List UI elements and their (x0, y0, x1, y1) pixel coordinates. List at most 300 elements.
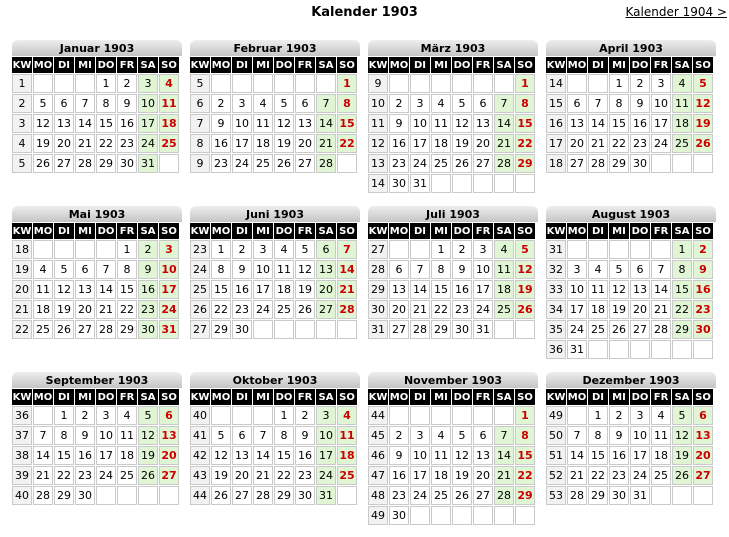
sunday-cell[interactable]: 18 (159, 114, 179, 133)
sunday-cell[interactable]: 21 (337, 280, 357, 299)
day-cell[interactable]: 5 (452, 94, 472, 113)
day-cell[interactable]: 2 (630, 74, 650, 93)
day-cell[interactable]: 12 (274, 114, 294, 133)
day-cell[interactable]: 21 (75, 134, 95, 153)
day-cell[interactable]: 2 (452, 240, 472, 259)
day-cell[interactable]: 30 (75, 486, 95, 505)
day-cell[interactable]: 11 (274, 260, 294, 279)
day-cell[interactable]: 12 (33, 114, 53, 133)
day-cell[interactable]: 20 (75, 300, 95, 319)
day-cell[interactable]: 26 (274, 154, 294, 173)
day-cell[interactable]: 27 (75, 320, 95, 339)
saturday-cell[interactable]: 15 (672, 280, 692, 299)
saturday-cell[interactable]: 7 (494, 426, 514, 445)
sunday-cell[interactable]: 22 (337, 134, 357, 153)
saturday-cell[interactable]: 11 (672, 94, 692, 113)
day-cell[interactable]: 5 (452, 426, 472, 445)
day-cell[interactable]: 18 (651, 446, 671, 465)
day-cell[interactable]: 7 (588, 94, 608, 113)
day-cell[interactable]: 1 (609, 74, 629, 93)
saturday-cell[interactable]: 3 (138, 74, 158, 93)
day-cell[interactable]: 16 (389, 134, 409, 153)
day-cell[interactable]: 18 (431, 466, 451, 485)
day-cell[interactable]: 17 (410, 134, 430, 153)
day-cell[interactable]: 29 (431, 320, 451, 339)
sunday-cell[interactable]: 2 (693, 240, 713, 259)
day-cell[interactable]: 2 (295, 406, 315, 425)
day-cell[interactable]: 11 (431, 114, 451, 133)
day-cell[interactable]: 2 (211, 94, 231, 113)
day-cell[interactable]: 6 (232, 426, 252, 445)
sunday-cell[interactable]: 12 (515, 260, 535, 279)
day-cell[interactable]: 2 (232, 240, 252, 259)
day-cell[interactable]: 27 (630, 320, 650, 339)
sunday-cell[interactable]: 13 (159, 426, 179, 445)
day-cell[interactable]: 4 (431, 94, 451, 113)
day-cell[interactable]: 7 (567, 426, 587, 445)
sunday-cell[interactable]: 5 (693, 74, 713, 93)
sunday-cell[interactable]: 31 (159, 320, 179, 339)
saturday-cell[interactable]: 24 (316, 466, 336, 485)
day-cell[interactable]: 9 (232, 260, 252, 279)
day-cell[interactable]: 3 (410, 94, 430, 113)
day-cell[interactable]: 18 (117, 446, 137, 465)
saturday-cell[interactable]: 6 (316, 240, 336, 259)
sunday-cell[interactable]: 4 (337, 406, 357, 425)
saturday-cell[interactable]: 19 (138, 446, 158, 465)
day-cell[interactable]: 24 (253, 300, 273, 319)
sunday-cell[interactable]: 30 (693, 320, 713, 339)
day-cell[interactable]: 17 (630, 446, 650, 465)
day-cell[interactable]: 13 (389, 280, 409, 299)
day-cell[interactable]: 2 (389, 426, 409, 445)
saturday-cell[interactable]: 5 (138, 406, 158, 425)
day-cell[interactable]: 10 (253, 260, 273, 279)
day-cell[interactable]: 30 (295, 486, 315, 505)
day-cell[interactable]: 22 (588, 466, 608, 485)
day-cell[interactable]: 6 (295, 94, 315, 113)
day-cell[interactable]: 9 (295, 426, 315, 445)
day-cell[interactable]: 30 (452, 320, 472, 339)
day-cell[interactable]: 5 (609, 260, 629, 279)
day-cell[interactable]: 10 (232, 114, 252, 133)
saturday-cell[interactable]: 21 (316, 134, 336, 153)
day-cell[interactable]: 19 (452, 466, 472, 485)
saturday-cell[interactable]: 20 (316, 280, 336, 299)
day-cell[interactable]: 29 (96, 154, 116, 173)
day-cell[interactable]: 12 (211, 446, 231, 465)
day-cell[interactable]: 26 (609, 320, 629, 339)
day-cell[interactable]: 7 (33, 426, 53, 445)
day-cell[interactable]: 27 (232, 486, 252, 505)
saturday-cell[interactable]: 7 (316, 94, 336, 113)
sunday-cell[interactable]: 11 (159, 94, 179, 113)
day-cell[interactable]: 18 (274, 280, 294, 299)
saturday-cell[interactable]: 17 (138, 114, 158, 133)
day-cell[interactable]: 30 (389, 174, 409, 193)
saturday-cell[interactable]: 25 (494, 300, 514, 319)
day-cell[interactable]: 20 (295, 134, 315, 153)
day-cell[interactable]: 3 (253, 240, 273, 259)
day-cell[interactable]: 23 (630, 134, 650, 153)
day-cell[interactable]: 31 (410, 174, 430, 193)
day-cell[interactable]: 17 (567, 300, 587, 319)
day-cell[interactable]: 12 (452, 114, 472, 133)
day-cell[interactable]: 8 (431, 260, 451, 279)
day-cell[interactable]: 5 (33, 94, 53, 113)
saturday-cell[interactable]: 10 (138, 94, 158, 113)
day-cell[interactable]: 28 (75, 154, 95, 173)
day-cell[interactable]: 24 (232, 154, 252, 173)
sunday-cell[interactable]: 15 (337, 114, 357, 133)
saturday-cell[interactable]: 25 (672, 134, 692, 153)
day-cell[interactable]: 30 (389, 506, 409, 525)
day-cell[interactable]: 26 (452, 154, 472, 173)
day-cell[interactable]: 15 (609, 114, 629, 133)
day-cell[interactable]: 24 (410, 486, 430, 505)
day-cell[interactable]: 15 (54, 446, 74, 465)
day-cell[interactable]: 23 (75, 466, 95, 485)
saturday-cell[interactable]: 10 (316, 426, 336, 445)
day-cell[interactable]: 3 (410, 426, 430, 445)
day-cell[interactable]: 1 (274, 406, 294, 425)
saturday-cell[interactable]: 1 (672, 240, 692, 259)
day-cell[interactable]: 21 (567, 466, 587, 485)
day-cell[interactable]: 21 (33, 466, 53, 485)
saturday-cell[interactable]: 2 (138, 240, 158, 259)
sunday-cell[interactable]: 13 (693, 426, 713, 445)
day-cell[interactable]: 13 (295, 114, 315, 133)
day-cell[interactable]: 17 (410, 466, 430, 485)
day-cell[interactable]: 28 (253, 486, 273, 505)
day-cell[interactable]: 22 (431, 300, 451, 319)
saturday-cell[interactable]: 31 (138, 154, 158, 173)
day-cell[interactable]: 16 (211, 134, 231, 153)
day-cell[interactable]: 16 (117, 114, 137, 133)
sunday-cell[interactable]: 4 (159, 74, 179, 93)
day-cell[interactable]: 20 (630, 300, 650, 319)
saturday-cell[interactable]: 14 (494, 446, 514, 465)
sunday-cell[interactable]: 11 (337, 426, 357, 445)
sunday-cell[interactable]: 1 (515, 406, 535, 425)
saturday-cell[interactable]: 28 (494, 154, 514, 173)
day-cell[interactable]: 7 (410, 260, 430, 279)
day-cell[interactable]: 25 (651, 466, 671, 485)
day-cell[interactable]: 25 (431, 486, 451, 505)
day-cell[interactable]: 13 (473, 114, 493, 133)
day-cell[interactable]: 15 (431, 280, 451, 299)
day-cell[interactable]: 23 (389, 154, 409, 173)
day-cell[interactable]: 11 (588, 280, 608, 299)
day-cell[interactable]: 5 (211, 426, 231, 445)
day-cell[interactable]: 16 (232, 280, 252, 299)
day-cell[interactable]: 28 (651, 320, 671, 339)
day-cell[interactable]: 28 (96, 320, 116, 339)
day-cell[interactable]: 11 (253, 114, 273, 133)
saturday-cell[interactable]: 19 (672, 446, 692, 465)
saturday-cell[interactable]: 17 (316, 446, 336, 465)
day-cell[interactable]: 19 (274, 134, 294, 153)
day-cell[interactable]: 26 (295, 300, 315, 319)
day-cell[interactable]: 14 (651, 280, 671, 299)
sunday-cell[interactable]: 18 (337, 446, 357, 465)
day-cell[interactable]: 26 (211, 486, 231, 505)
saturday-cell[interactable]: 3 (316, 406, 336, 425)
day-cell[interactable]: 12 (609, 280, 629, 299)
saturday-cell[interactable]: 18 (494, 280, 514, 299)
day-cell[interactable]: 13 (75, 280, 95, 299)
day-cell[interactable]: 7 (75, 94, 95, 113)
day-cell[interactable]: 19 (609, 300, 629, 319)
day-cell[interactable]: 9 (452, 260, 472, 279)
day-cell[interactable]: 3 (232, 94, 252, 113)
day-cell[interactable]: 23 (117, 134, 137, 153)
day-cell[interactable]: 16 (75, 446, 95, 465)
sunday-cell[interactable]: 23 (693, 300, 713, 319)
day-cell[interactable]: 10 (473, 260, 493, 279)
sunday-cell[interactable]: 6 (693, 406, 713, 425)
day-cell[interactable]: 14 (33, 446, 53, 465)
day-cell[interactable]: 1 (117, 240, 137, 259)
day-cell[interactable]: 20 (473, 134, 493, 153)
sunday-cell[interactable]: 8 (337, 94, 357, 113)
day-cell[interactable]: 22 (96, 134, 116, 153)
day-cell[interactable]: 3 (473, 240, 493, 259)
day-cell[interactable]: 17 (651, 114, 671, 133)
day-cell[interactable]: 30 (609, 486, 629, 505)
day-cell[interactable]: 14 (567, 446, 587, 465)
day-cell[interactable]: 24 (630, 466, 650, 485)
day-cell[interactable]: 14 (588, 114, 608, 133)
day-cell[interactable]: 19 (54, 300, 74, 319)
saturday-cell[interactable]: 26 (138, 466, 158, 485)
day-cell[interactable]: 25 (253, 154, 273, 173)
day-cell[interactable]: 15 (96, 114, 116, 133)
day-cell[interactable]: 13 (567, 114, 587, 133)
sunday-cell[interactable]: 26 (693, 134, 713, 153)
day-cell[interactable]: 13 (630, 280, 650, 299)
saturday-cell[interactable]: 14 (494, 114, 514, 133)
day-cell[interactable]: 27 (295, 154, 315, 173)
day-cell[interactable]: 10 (567, 280, 587, 299)
day-cell[interactable]: 23 (211, 154, 231, 173)
day-cell[interactable]: 13 (54, 114, 74, 133)
sunday-cell[interactable]: 6 (159, 406, 179, 425)
day-cell[interactable]: 19 (295, 280, 315, 299)
day-cell[interactable]: 12 (295, 260, 315, 279)
day-cell[interactable]: 25 (431, 154, 451, 173)
day-cell[interactable]: 11 (117, 426, 137, 445)
day-cell[interactable]: 18 (33, 300, 53, 319)
day-cell[interactable]: 9 (389, 446, 409, 465)
day-cell[interactable]: 29 (117, 320, 137, 339)
saturday-cell[interactable]: 28 (494, 486, 514, 505)
saturday-cell[interactable]: 7 (494, 94, 514, 113)
day-cell[interactable]: 8 (609, 94, 629, 113)
day-cell[interactable]: 20 (232, 466, 252, 485)
day-cell[interactable]: 5 (54, 260, 74, 279)
day-cell[interactable]: 24 (410, 154, 430, 173)
day-cell[interactable]: 30 (232, 320, 252, 339)
day-cell[interactable]: 17 (232, 134, 252, 153)
day-cell[interactable]: 3 (651, 74, 671, 93)
day-cell[interactable]: 2 (389, 94, 409, 113)
day-cell[interactable]: 14 (253, 446, 273, 465)
day-cell[interactable]: 11 (33, 280, 53, 299)
day-cell[interactable]: 14 (75, 114, 95, 133)
day-cell[interactable]: 24 (473, 300, 493, 319)
day-cell[interactable]: 19 (33, 134, 53, 153)
saturday-cell[interactable]: 12 (672, 426, 692, 445)
next-year-link[interactable]: Kalender 1904 > (625, 5, 727, 19)
day-cell[interactable]: 9 (389, 114, 409, 133)
sunday-cell[interactable]: 29 (515, 154, 535, 173)
day-cell[interactable]: 3 (630, 406, 650, 425)
day-cell[interactable]: 22 (54, 466, 74, 485)
day-cell[interactable]: 14 (96, 280, 116, 299)
sunday-cell[interactable]: 1 (515, 74, 535, 93)
day-cell[interactable]: 5 (295, 240, 315, 259)
sunday-cell[interactable]: 27 (159, 466, 179, 485)
day-cell[interactable]: 9 (75, 426, 95, 445)
saturday-cell[interactable]: 21 (494, 134, 514, 153)
day-cell[interactable]: 4 (431, 426, 451, 445)
saturday-cell[interactable]: 22 (672, 300, 692, 319)
day-cell[interactable]: 6 (389, 260, 409, 279)
day-cell[interactable]: 23 (295, 466, 315, 485)
day-cell[interactable]: 1 (54, 406, 74, 425)
saturday-cell[interactable]: 4 (494, 240, 514, 259)
day-cell[interactable]: 6 (567, 94, 587, 113)
day-cell[interactable]: 19 (452, 134, 472, 153)
day-cell[interactable]: 9 (630, 94, 650, 113)
sunday-cell[interactable]: 26 (515, 300, 535, 319)
day-cell[interactable]: 3 (567, 260, 587, 279)
day-cell[interactable]: 31 (630, 486, 650, 505)
sunday-cell[interactable]: 19 (515, 280, 535, 299)
sunday-cell[interactable]: 12 (693, 94, 713, 113)
day-cell[interactable]: 22 (274, 466, 294, 485)
day-cell[interactable]: 4 (33, 260, 53, 279)
day-cell[interactable]: 16 (630, 114, 650, 133)
sunday-cell[interactable]: 25 (337, 466, 357, 485)
day-cell[interactable]: 2 (117, 74, 137, 93)
day-cell[interactable]: 6 (630, 260, 650, 279)
day-cell[interactable]: 28 (33, 486, 53, 505)
day-cell[interactable]: 26 (452, 486, 472, 505)
saturday-cell[interactable]: 14 (316, 114, 336, 133)
sunday-cell[interactable]: 10 (159, 260, 179, 279)
day-cell[interactable]: 26 (33, 154, 53, 173)
day-cell[interactable]: 3 (96, 406, 116, 425)
saturday-cell[interactable]: 27 (316, 300, 336, 319)
day-cell[interactable]: 9 (117, 94, 137, 113)
day-cell[interactable]: 20 (389, 300, 409, 319)
day-cell[interactable]: 12 (54, 280, 74, 299)
sunday-cell[interactable]: 15 (515, 114, 535, 133)
day-cell[interactable]: 24 (96, 466, 116, 485)
day-cell[interactable]: 30 (117, 154, 137, 173)
day-cell[interactable]: 13 (473, 446, 493, 465)
sunday-cell[interactable]: 8 (515, 426, 535, 445)
day-cell[interactable]: 21 (588, 134, 608, 153)
day-cell[interactable]: 4 (588, 260, 608, 279)
day-cell[interactable]: 28 (567, 486, 587, 505)
day-cell[interactable]: 21 (651, 300, 671, 319)
saturday-cell[interactable]: 11 (494, 260, 514, 279)
day-cell[interactable]: 15 (274, 446, 294, 465)
sunday-cell[interactable]: 5 (515, 240, 535, 259)
sunday-cell[interactable]: 19 (693, 114, 713, 133)
day-cell[interactable]: 19 (211, 466, 231, 485)
sunday-cell[interactable]: 16 (693, 280, 713, 299)
sunday-cell[interactable]: 28 (337, 300, 357, 319)
sunday-cell[interactable]: 17 (159, 280, 179, 299)
day-cell[interactable]: 21 (410, 300, 430, 319)
sunday-cell[interactable]: 25 (159, 134, 179, 153)
day-cell[interactable]: 30 (630, 154, 650, 173)
day-cell[interactable]: 29 (274, 486, 294, 505)
day-cell[interactable]: 18 (588, 300, 608, 319)
day-cell[interactable]: 31 (473, 320, 493, 339)
day-cell[interactable]: 22 (609, 134, 629, 153)
day-cell[interactable]: 2 (609, 406, 629, 425)
day-cell[interactable]: 8 (211, 260, 231, 279)
day-cell[interactable]: 23 (232, 300, 252, 319)
saturday-cell[interactable]: 13 (316, 260, 336, 279)
day-cell[interactable]: 16 (609, 446, 629, 465)
saturday-cell[interactable]: 30 (138, 320, 158, 339)
saturday-cell[interactable]: 8 (672, 260, 692, 279)
saturday-cell[interactable]: 9 (138, 260, 158, 279)
day-cell[interactable]: 20 (567, 134, 587, 153)
day-cell[interactable]: 10 (410, 114, 430, 133)
day-cell[interactable]: 17 (253, 280, 273, 299)
day-cell[interactable]: 4 (274, 240, 294, 259)
day-cell[interactable]: 14 (410, 280, 430, 299)
day-cell[interactable]: 1 (211, 240, 231, 259)
day-cell[interactable]: 18 (431, 134, 451, 153)
saturday-cell[interactable]: 16 (138, 280, 158, 299)
day-cell[interactable]: 21 (253, 466, 273, 485)
sunday-cell[interactable]: 20 (693, 446, 713, 465)
day-cell[interactable]: 15 (588, 446, 608, 465)
day-cell[interactable]: 4 (651, 406, 671, 425)
saturday-cell[interactable]: 24 (138, 134, 158, 153)
day-cell[interactable]: 21 (96, 300, 116, 319)
day-cell[interactable]: 29 (609, 154, 629, 173)
day-cell[interactable]: 4 (253, 94, 273, 113)
day-cell[interactable]: 8 (54, 426, 74, 445)
day-cell[interactable]: 23 (609, 466, 629, 485)
sunday-cell[interactable]: 7 (337, 240, 357, 259)
saturday-cell[interactable]: 29 (672, 320, 692, 339)
day-cell[interactable]: 29 (54, 486, 74, 505)
day-cell[interactable]: 16 (389, 466, 409, 485)
sunday-cell[interactable]: 22 (515, 134, 535, 153)
day-cell[interactable]: 12 (452, 446, 472, 465)
day-cell[interactable]: 10 (630, 426, 650, 445)
day-cell[interactable]: 8 (588, 426, 608, 445)
day-cell[interactable]: 20 (54, 134, 74, 153)
day-cell[interactable]: 20 (473, 466, 493, 485)
day-cell[interactable]: 10 (410, 446, 430, 465)
sunday-cell[interactable]: 8 (515, 94, 535, 113)
sunday-cell[interactable]: 29 (515, 486, 535, 505)
saturday-cell[interactable]: 4 (672, 74, 692, 93)
day-cell[interactable]: 16 (295, 446, 315, 465)
day-cell[interactable]: 27 (389, 320, 409, 339)
